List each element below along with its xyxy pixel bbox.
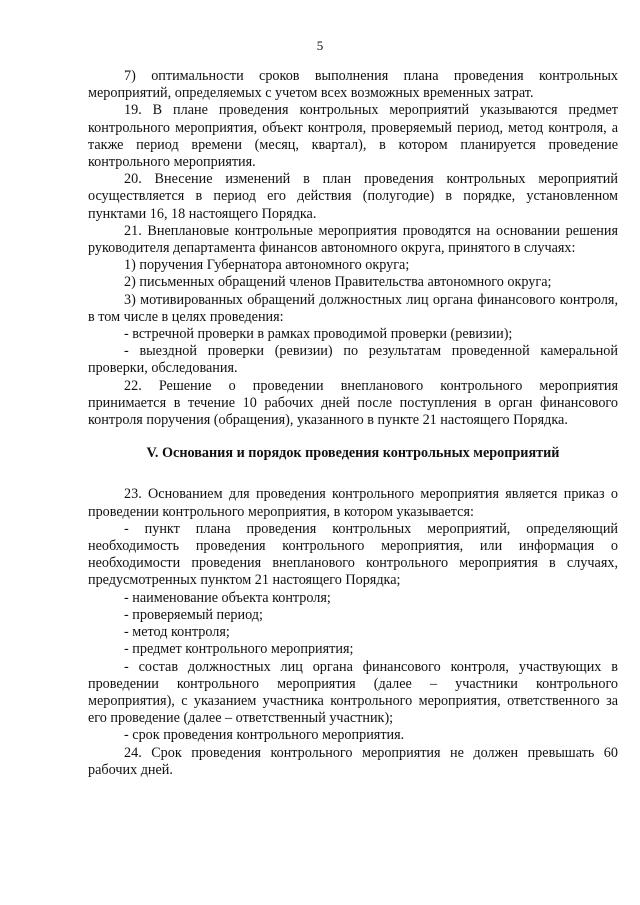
paragraph-item-7: 7) оптимальности сроков выполнения плана проведения контрольных мероприятий, определяемых с учетом всех возможных временных затрат. <box>88 68 618 102</box>
paragraph-23-bullet-7: - срок проведения контрольного мероприятия. <box>124 727 405 744</box>
paragraph-21-bullet-1: - встречной проверки в рамках проводимой проверки (ревизии); <box>124 326 513 343</box>
paragraph-20: 20. Внесение изменений в план проведения контрольных мероприятий осуществляется в период его действия (полугодие) в порядке, установленном пунктами 16, 18 настоящего Порядка. <box>88 171 618 222</box>
paragraph-23-bullet-4: - метод контроля; <box>124 624 230 641</box>
paragraph-21-bullet-2: - выездной проверки (ревизии) по результатам проведенной камеральной проверки, обследования. <box>88 343 618 377</box>
page-number: 5 <box>316 38 324 53</box>
paragraph-23-bullet-2: - наименование объекта контроля; <box>124 589 331 606</box>
paragraph-23: 23. Основанием для проведения контрольного мероприятия является приказ о проведении контрольного мероприятия, в котором указывается: <box>88 486 618 520</box>
paragraph-23-bullet-6: - состав должностных лиц органа финансового контроля, участвующих в проведении контрольного мероприятия (далее – участники контрольного мероприятия), с указанием участника контрольного мероприятия, ответственного за его проведение (далее – ответственный участник); <box>88 658 618 727</box>
section-heading: V. Основания и порядок проведения контрольных мероприятий <box>146 445 560 462</box>
paragraph-19: 19. В плане проведения контрольных мероприятий указываются предмет контрольного мероприятия, объект контроля, проверяемый период, метод контроля, а также период времени (месяц, квартал), в котором планируется проведение контрольного мероприятия. <box>88 102 618 171</box>
paragraph-22: 22. Решение о проведении внепланового контрольного мероприятия принимается в течение 10 рабочих дней после поступления в орган финансового контроля поручения (обращения), указанного в пункте 21 настоящего Порядка. <box>88 377 618 429</box>
paragraph-21-item-2: 2) письменных обращений членов Правительства автономного округа; <box>124 274 552 291</box>
paragraph-21-item-3: 3) мотивированных обращений должностных лиц органа финансового контроля, в том числе в целях проведения: <box>88 291 618 325</box>
paragraph-21: 21. Внеплановые контрольные мероприятия проводятся на основании решения руководителя департамента финансов автономного округа, принятого в случаях: <box>88 222 618 257</box>
paragraph-23-bullet-1: - пункт плана проведения контрольных мероприятий, определяющий необходимость проведения контрольного мероприятия, или информация о необходимости проведения внепланового контрольного мероприятия в случаях, предусмотренных пунктом 21 настоящего Порядка; <box>88 520 618 589</box>
paragraph-23-bullet-3: - проверяемый период; <box>124 606 263 623</box>
paragraph-21-item-1: 1) поручения Губернатора автономного округа; <box>124 257 410 274</box>
paragraph-24: 24. Срок проведения контрольного мероприятия не должен превышать 60 рабочих дней. <box>88 744 618 778</box>
paragraph-23-bullet-5: - предмет контрольного мероприятия; <box>124 641 354 658</box>
document-body <box>88 68 618 779</box>
